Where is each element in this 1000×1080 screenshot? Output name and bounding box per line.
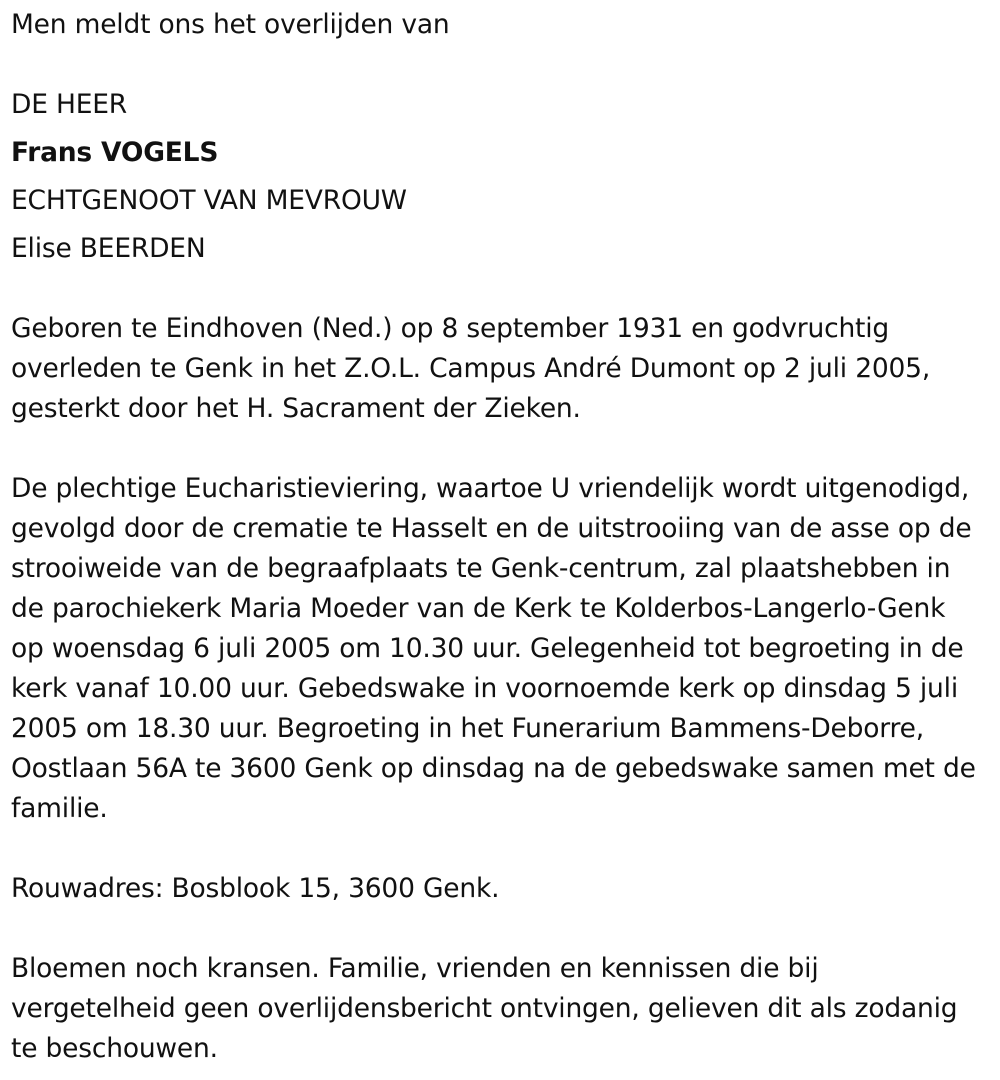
- paragraph-line: strooiweide van de begraafplaats te Genk-centrum, zal plaatshebben in: [11, 553, 951, 584]
- salutation: DE HEER: [11, 89, 127, 120]
- paragraph-line: De plechtige Eucharistieviering, waartoe U vriendelijk wordt uitgenodigd,: [11, 473, 970, 504]
- birth-death-paragraph: [11, 309, 996, 429]
- paragraph-line: gesterkt door het H. Sacrament der Zieken.: [11, 393, 581, 424]
- paragraph-line: gevolgd door de crematie te Hasselt en de uitstrooiing van de asse op de: [11, 513, 972, 544]
- paragraph-line: kerk vanaf 10.00 uur. Gebedswake in voornoemde kerk op dinsdag 5 juli: [11, 673, 958, 704]
- paragraph-line: familie.: [11, 793, 108, 824]
- deceased-name: Frans VOGELS: [11, 137, 219, 168]
- closing-paragraph: [11, 949, 996, 1069]
- intro-text: Men meldt ons het overlijden van: [11, 9, 450, 40]
- paragraph-line: de parochiekerk Maria Moeder van de Kerk te Kolderbos-Langerlo-Genk: [11, 593, 946, 624]
- paragraph-line: overleden te Genk in het Z.O.L. Campus André Dumont op 2 juli 2005,: [11, 353, 931, 384]
- relation-text: ECHTGENOOT VAN MEVROUW: [11, 185, 407, 216]
- paragraph-line: Bloemen noch kransen. Familie, vrienden en kennissen die bij: [11, 953, 819, 984]
- paragraph-line: Geboren te Eindhoven (Ned.) op 8 september 1931 en godvruchtig: [11, 313, 890, 344]
- ceremony-paragraph: [11, 469, 996, 829]
- paragraph-line: op woensdag 6 juli 2005 om 10.30 uur. Gelegenheid tot begroeting in de: [11, 633, 964, 664]
- paragraph-line: vergetelheid geen overlijdensbericht ontvingen, gelieven dit als zodanig: [11, 993, 958, 1024]
- mourning-address: Rouwadres: Bosblook 15, 3600 Genk.: [11, 873, 500, 904]
- paragraph-line: te beschouwen.: [11, 1033, 218, 1064]
- paragraph-line: Oostlaan 56A te 3600 Genk op dinsdag na de gebedswake samen met de: [11, 753, 976, 784]
- spouse-name: Elise BEERDEN: [11, 233, 206, 264]
- paragraph-line: 2005 om 18.30 uur. Begroeting in het Funerarium Bammens-Deborre,: [11, 713, 924, 744]
